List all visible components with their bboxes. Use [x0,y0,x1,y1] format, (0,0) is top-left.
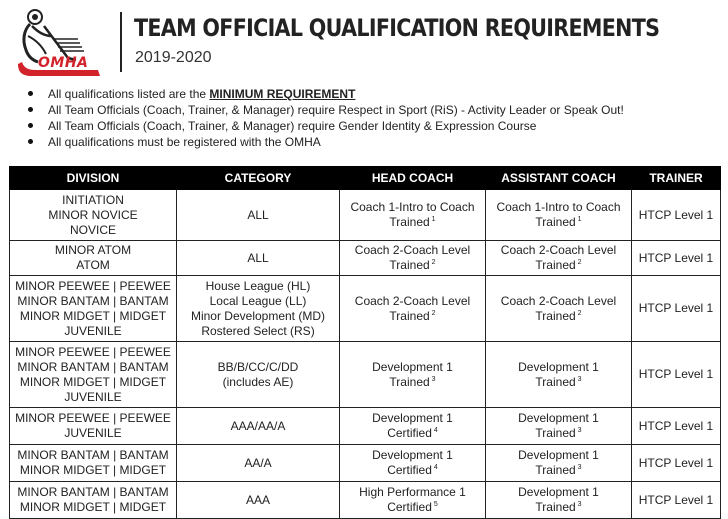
division-cell-line: MINOR ATOM [54,243,132,257]
trainer-cell: HTCP Level 1 [632,276,721,342]
division-cell [10,408,177,445]
category-cell-line: (includes AE) [222,374,294,389]
assistant-coach-cell [486,190,632,241]
head-coach-cell-status-text: Trained [389,258,430,272]
assistant-coach-cell-course: Coach 2-Coach Level [500,293,617,308]
division-cell-line: MINOR MIDGET | MIDGET [19,374,167,389]
head-coach-cell-status-text: Trained [389,374,430,389]
category-cell-line: AAA [245,492,270,507]
assistant-coach-cell-status-text: Trained [535,308,576,323]
division-cell-line: MINOR MIDGET | MIDGET [19,463,167,477]
assistant-coach-cell [486,241,632,276]
table-row [10,276,721,342]
assistant-coach-cell-course: Development 1 [518,359,599,374]
assistant-coach-cell-status-text: Trained [535,215,576,229]
note-item: All Team Officials (Coach, Trainer, & Manager) require Gender Identity & Expression Course [28,118,624,134]
division-cell-line: JUVENILE [64,389,122,404]
category-cell-line: Minor Development (MD) [190,308,326,323]
trainer-cell: HTCP Level 1 [632,190,721,241]
head-coach-cell-course: Coach 2-Coach Level [354,293,471,308]
head-coach-cell-status [342,500,483,515]
assistant-coach-cell-status [488,309,629,324]
head-coach-cell-course: Development 1 [372,359,453,374]
division-cell-line: MINOR NOVICE [48,207,138,222]
category-cell [177,408,340,445]
division-cell-line: MINOR MIDGET | MIDGET [19,308,167,323]
assistant-coach-cell-course: Development 1 [518,411,599,425]
table-row [10,241,721,276]
division-cell [10,190,177,241]
assistant-coach-cell-status-text: Trained [535,500,576,514]
division-cell-line: MINOR BANTAM | BANTAM [17,293,169,308]
category-cell-line: Rostered Select (RS) [201,323,315,338]
trainer-cell: HTCP Level 1 [632,445,721,482]
assistant-coach-cell-status [488,463,629,478]
minimum-requirement-emphasis: MINIMUM REQUIREMENT [209,87,356,101]
head-coach-cell-status [342,258,483,273]
assistant-coach-cell [486,408,632,445]
head-coach-cell-status [342,375,483,390]
assistant-coach-cell [486,482,632,519]
footnote-marker: 1 [431,216,436,223]
division-cell-line: JUVENILE [64,426,122,440]
table-row [10,190,721,241]
head-coach-cell-course: Coach 1-Intro to Coach [350,200,475,214]
trainer-cell: HTCP Level 1 [632,482,721,519]
head-coach-cell-course: Development 1 [372,411,453,425]
head-coach-cell-course: High Performance 1 [359,485,466,499]
header-division: DIVISION [10,167,177,190]
assistant-coach-cell-course: Development 1 [518,485,599,499]
table-row [10,342,721,408]
division-cell-line: MINOR PEEWEE | PEEWEE [15,278,171,293]
footnote-marker: 1 [577,216,582,223]
category-cell [177,241,340,276]
notes-list [28,86,624,150]
footnote-marker: 4 [433,427,438,434]
footnote-marker: 4 [433,464,438,471]
table-row [10,445,721,482]
assistant-coach-cell-course: Coach 1-Intro to Coach [496,200,621,214]
head-coach-cell [340,445,486,482]
trainer-cell: HTCP Level 1 [632,408,721,445]
table-row [10,408,721,445]
assistant-coach-cell-status [488,375,629,390]
head-coach-cell [340,190,486,241]
head-coach-cell-status-text: Certified [387,463,432,477]
assistant-coach-cell [486,276,632,342]
category-cell [177,342,340,408]
head-coach-cell [340,408,486,445]
division-cell-line: MINOR BANTAM | BANTAM [17,448,169,462]
category-cell [177,445,340,482]
category-cell-line: ALL [247,250,269,265]
category-cell-line: House League (HL) [205,278,311,293]
assistant-coach-cell-course: Coach 2-Coach Level [500,243,617,257]
assistant-coach-cell-status-text: Trained [535,374,576,389]
omha-logo [8,6,108,80]
assistant-coach-cell-status [488,426,629,441]
footnote-marker: 5 [433,501,438,508]
assistant-coach-cell-status [488,215,629,230]
trainer-cell: HTCP Level 1 [632,241,721,276]
head-coach-cell-course: Coach 2-Coach Level [354,243,471,257]
category-cell-line: AAA/AA/A [230,418,286,433]
note-text: All qualifications listed are the [48,87,210,101]
category-cell-line: ALL [247,207,269,222]
head-coach-cell-status [342,426,483,441]
header-divider [120,12,122,72]
head-coach-cell-status [342,215,483,230]
assistant-coach-cell-status [488,258,629,273]
category-cell-line: AA/A [244,455,272,470]
footnote-marker: 2 [577,259,582,266]
assistant-coach-cell [486,445,632,482]
assistant-coach-cell-status-text: Trained [535,426,576,440]
division-cell-line: INITIATION [62,192,124,207]
head-coach-cell-status-text: Trained [389,215,430,229]
assistant-coach-cell-status-text: Trained [535,258,576,272]
footnote-marker: 3 [577,464,582,471]
category-cell-line: Local League (LL) [209,293,307,308]
division-cell-line: NOVICE [69,222,116,237]
division-cell-line: MINOR BANTAM | BANTAM [17,485,169,499]
head-coach-cell [340,241,486,276]
division-cell-line: MINOR PEEWEE | PEEWEE [15,411,171,425]
category-cell [177,482,340,519]
head-coach-cell-status [342,463,483,478]
head-coach-cell-course: Development 1 [372,448,453,462]
footnote-marker: 3 [431,375,436,383]
footnote-marker: 3 [577,501,582,508]
header-trainer: TRAINER [632,167,721,190]
page-title: TEAM OFFICIAL QUALIFICATION REQUIREMENTS [134,14,660,42]
head-coach-cell [340,276,486,342]
footnote-marker: 2 [431,309,436,317]
head-coach-cell [340,482,486,519]
assistant-coach-cell-course: Development 1 [518,448,599,462]
logo-text: OMHA [38,55,89,71]
note-item [28,86,624,102]
head-coach-cell-status-text: Trained [389,308,430,323]
division-cell-line: MINOR MIDGET | MIDGET [19,500,167,514]
head-coach-cell-status-text: Certified [387,426,432,440]
division-cell-line: JUVENILE [64,323,122,338]
division-cell [10,241,177,276]
header-category: CATEGORY [177,167,340,190]
assistant-coach-cell-status-text: Trained [535,463,576,477]
head-coach-cell-status [342,309,483,324]
note-item: All qualifications must be registered with the OMHA [28,134,624,150]
table-header-row [10,167,721,190]
division-cell-line: MINOR PEEWEE | PEEWEE [15,344,171,359]
footnote-marker: 2 [431,259,436,266]
head-coach-cell-status-text: Certified [387,500,432,514]
footnote-marker: 2 [577,309,582,317]
division-cell-line: ATOM [76,258,110,272]
table-row [10,482,721,519]
header-assistant-coach: ASSISTANT COACH [486,167,632,190]
qualification-table [9,166,721,519]
division-cell-line: MINOR BANTAM | BANTAM [17,359,169,374]
division-cell [10,342,177,408]
category-cell [177,190,340,241]
assistant-coach-cell-status [488,500,629,515]
header-head-coach: HEAD COACH [340,167,486,190]
division-cell [10,482,177,519]
category-cell-line: BB/B/CC/C/DD [217,359,299,374]
footnote-marker: 3 [577,427,582,434]
season-label: 2019-2020 [135,49,212,66]
note-item: All Team Officials (Coach, Trainer, & Manager) require Respect in Sport (RiS) - Activity Leader or Speak Out! [28,102,624,118]
head-coach-cell [340,342,486,408]
division-cell [10,276,177,342]
division-cell [10,445,177,482]
footnote-marker: 3 [577,375,582,383]
category-cell [177,276,340,342]
trainer-cell: HTCP Level 1 [632,342,721,408]
assistant-coach-cell [486,342,632,408]
